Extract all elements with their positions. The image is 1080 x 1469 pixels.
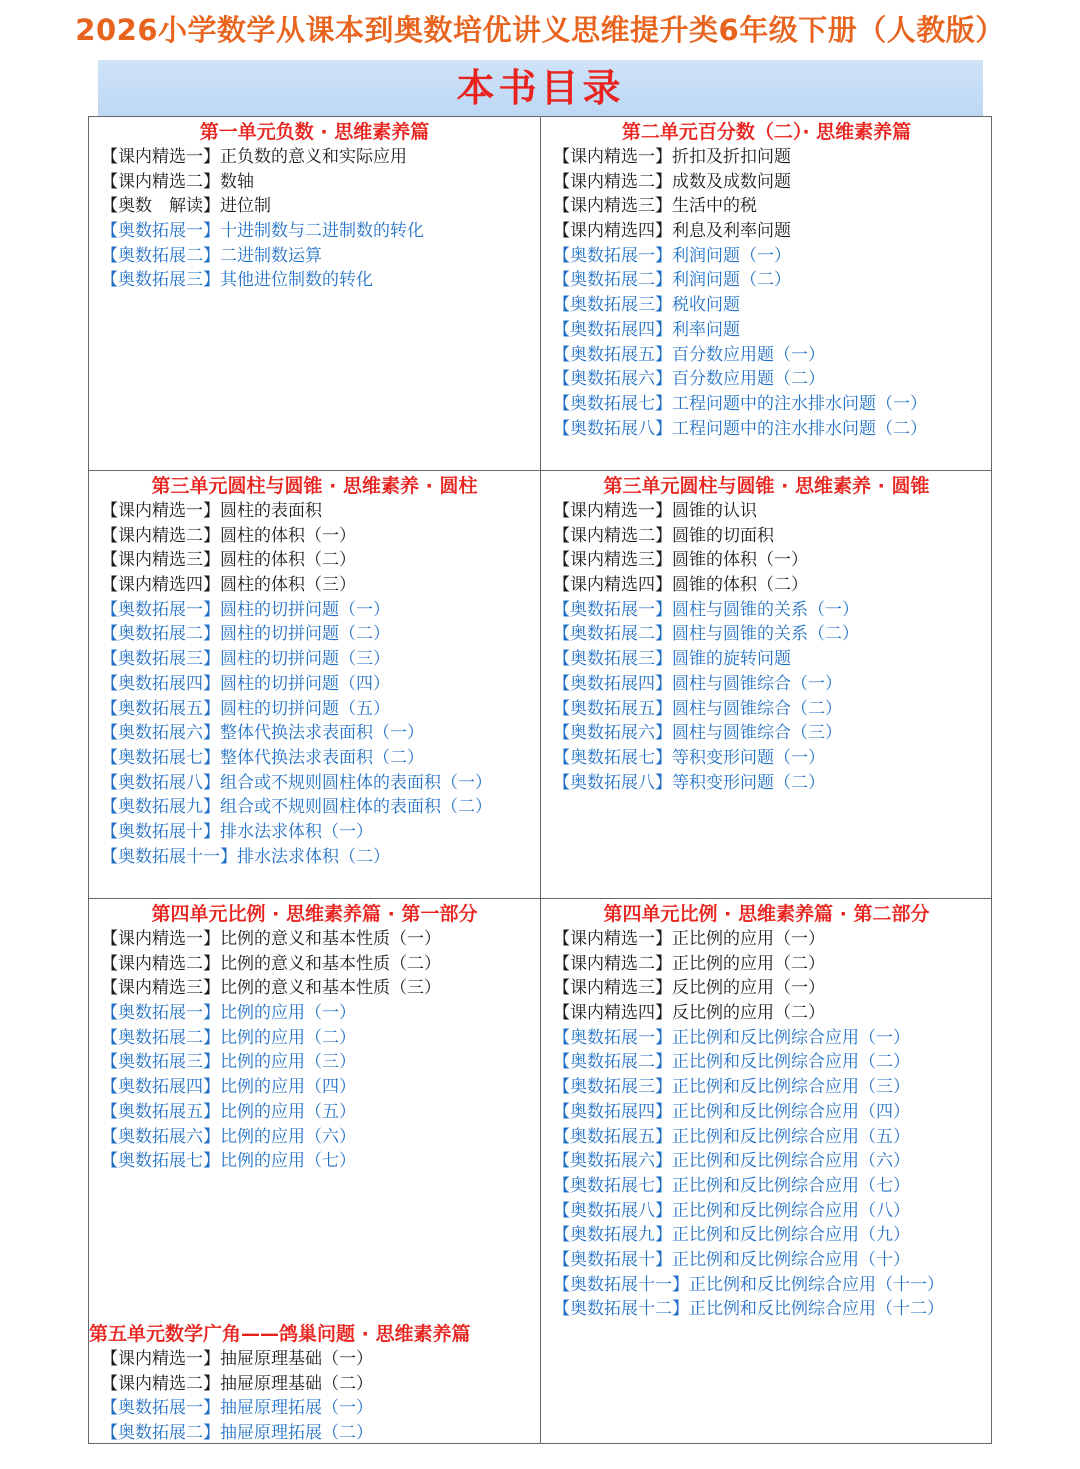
toc-entry-tag: 【奥数拓展三】: [553, 295, 672, 316]
toc-entry-text: 反比例的应用（二）: [672, 1003, 825, 1024]
toc-entry[interactable]: [89, 499, 540, 524]
toc-entry[interactable]: [541, 145, 992, 170]
toc-entry[interactable]: [89, 647, 540, 672]
toc-entry-tag: 【奥数拓展十一】: [553, 1274, 689, 1295]
row-divider: [89, 470, 991, 471]
toc-entry-text: 比例的意义和基本性质（三）: [220, 978, 441, 999]
toc-entry-text: 十进制数与二进制数的转化: [220, 221, 424, 242]
toc-entry[interactable]: [541, 417, 992, 442]
toc-entry[interactable]: [541, 343, 992, 368]
toc-entry-text: 比例的意义和基本性质（二）: [220, 953, 441, 974]
toc-entry-tag: 【课内精选一】: [553, 501, 672, 521]
toc-entry-tag: 【课内精选一】: [101, 147, 220, 167]
toc-entry[interactable]: [89, 1149, 540, 1174]
toc-entry-text: 比例的应用（四）: [220, 1077, 356, 1098]
toc-entry-tag: 【奥数拓展四】: [101, 1077, 220, 1098]
toc-entry[interactable]: [89, 170, 540, 195]
toc-entry-tag: 【奥数拓展二】: [101, 1027, 220, 1048]
toc-entry[interactable]: [541, 268, 992, 293]
toc-entry-text: 比例的应用（二）: [220, 1027, 356, 1048]
toc-entry-text: 正比例的应用（一）: [672, 929, 825, 949]
toc-entry-tag: 【奥数拓展五】: [553, 1126, 672, 1147]
toc-entry[interactable]: [89, 976, 540, 1001]
toc-entry[interactable]: [89, 1075, 540, 1100]
toc-entry[interactable]: [89, 771, 540, 796]
toc-entry-tag: 【奥数拓展三】: [553, 649, 672, 670]
toc-entry-text: 正比例和反比例综合应用（八）: [672, 1200, 910, 1221]
toc-entry-tag: 【奥数拓展七】: [101, 1151, 220, 1172]
toc-entry[interactable]: [541, 219, 992, 244]
toc-entry-text: 正比例和反比例综合应用（七）: [672, 1175, 910, 1196]
toc-entry-text: 正比例和反比例综合应用（九）: [672, 1225, 910, 1246]
toc-entry-tag: 【奥数拓展一】: [101, 1398, 220, 1419]
toc-entry-tag: 【课内精选三】: [101, 978, 220, 999]
toc-entry[interactable]: [541, 1001, 992, 1026]
toc-entry-text: 组合或不规则圆柱体的表面积（一）: [220, 772, 492, 793]
toc-entry-text: 圆柱与圆锥的关系（二）: [672, 624, 859, 645]
toc-entry[interactable]: [89, 1372, 540, 1397]
toc-entry-tag: 【奥数拓展十】: [553, 1249, 672, 1270]
toc-section-unit-1: [89, 119, 540, 293]
toc-entry-text: 比例的应用（五）: [220, 1101, 356, 1122]
toc-entry-text: 圆柱与圆锥综合（一）: [672, 673, 842, 694]
toc-entry-tag: 【奥数拓展十一】: [101, 846, 237, 867]
toc-entry-text: 正负数的意义和实际应用: [220, 147, 407, 167]
toc-entry[interactable]: [89, 820, 540, 845]
toc-entry-tag: 【课内精选四】: [101, 575, 220, 596]
toc-entry[interactable]: [89, 622, 540, 647]
toc-entry-text: 圆柱的体积（二）: [220, 550, 356, 571]
toc-grid: [88, 116, 992, 1444]
toc-entry-tag: 【奥数拓展六】: [101, 1126, 220, 1147]
toc-entry[interactable]: [541, 598, 992, 623]
toc-entry-text: 进位制: [220, 196, 271, 217]
toc-entry-text: 正比例和反比例综合应用（一）: [672, 1027, 910, 1048]
toc-entry[interactable]: [541, 293, 992, 318]
toc-entry-text: 圆锥的认识: [672, 501, 757, 521]
toc-entry[interactable]: [89, 1396, 540, 1421]
toc-entry-tag: 【课内精选三】: [101, 550, 220, 571]
toc-entry[interactable]: [89, 244, 540, 269]
toc-entry[interactable]: [89, 795, 540, 820]
toc-entry-tag: 【奥数拓展九】: [553, 1225, 672, 1246]
toc-entry-text: 生活中的税: [672, 196, 757, 217]
toc-entry[interactable]: [541, 927, 992, 952]
toc-entry[interactable]: [541, 194, 992, 219]
toc-entry[interactable]: [541, 1125, 992, 1150]
section-title: 第三单元圆柱与圆锥 · 思维素养 · 圆柱: [151, 475, 478, 497]
toc-entry[interactable]: [541, 771, 992, 796]
toc-entry-tag: 【课内精选一】: [101, 929, 220, 949]
toc-entry-text: 等积变形问题（二）: [672, 772, 825, 793]
toc-entry-tag: 【课内精选三】: [553, 196, 672, 217]
toc-entry[interactable]: [541, 1100, 992, 1125]
toc-entry-text: 反比例的应用（一）: [672, 978, 825, 999]
toc-entry[interactable]: [541, 746, 992, 771]
section-title: 第四单元比例 · 思维素养篇 · 第二部分: [603, 903, 930, 925]
toc-entry[interactable]: [541, 499, 992, 524]
toc-entry-tag: 【课内精选二】: [553, 171, 672, 192]
toc-entry-tag: 【奥数拓展一】: [101, 221, 220, 242]
toc-entry[interactable]: [541, 1050, 992, 1075]
toc-entry-tag: 【奥数拓展七】: [553, 1175, 672, 1196]
toc-entry-text: 抽屉原理基础（二）: [220, 1373, 373, 1394]
toc-entry-tag: 【课内精选三】: [553, 550, 672, 571]
toc-entry-tag: 【奥数拓展三】: [101, 1052, 220, 1073]
toc-entry-text: 抽屉原理拓展（一）: [220, 1398, 373, 1419]
toc-entry-text: 排水法求体积（一）: [220, 821, 373, 842]
toc-banner-title: 本书目录: [456, 66, 625, 110]
toc-entry-text: 圆柱的切拼问题（五）: [220, 698, 390, 719]
toc-entry-text: 税收问题: [672, 295, 740, 316]
toc-entry-text: 二进制数运算: [220, 245, 322, 266]
toc-entry[interactable]: [541, 367, 992, 392]
toc-entry-tag: 【奥数拓展四】: [553, 673, 672, 694]
toc-entry[interactable]: [89, 746, 540, 771]
toc-entry-tag: 【奥数拓展四】: [101, 673, 220, 694]
toc-entry-text: 比例的意义和基本性质（一）: [220, 929, 441, 949]
toc-entry-tag: 【奥数拓展六】: [101, 723, 220, 744]
toc-entry-tag: 【奥数拓展一】: [553, 245, 672, 266]
toc-entry-text: 利润问题（二）: [672, 270, 791, 291]
toc-entry-tag: 【课内精选四】: [553, 575, 672, 596]
section-title: 第一单元负数 · 思维素养篇: [199, 121, 430, 143]
toc-entry-tag: 【课内精选二】: [101, 953, 220, 974]
toc-entry[interactable]: [541, 1075, 992, 1100]
toc-section-unit-4-part-1: [89, 901, 540, 1174]
toc-entry-tag: 【奥数拓展二】: [101, 1423, 220, 1444]
toc-entry-text: 圆柱的切拼问题（二）: [220, 624, 390, 645]
toc-entry-tag: 【奥数拓展五】: [553, 698, 672, 719]
toc-entry-text: 利息及利率问题: [672, 221, 791, 242]
toc-entry[interactable]: [541, 721, 992, 746]
toc-entry-text: 比例的应用（六）: [220, 1126, 356, 1147]
toc-entry-tag: 【奥数拓展六】: [553, 369, 672, 390]
toc-entry[interactable]: [89, 1100, 540, 1125]
toc-entry-tag: 【课内精选二】: [553, 525, 672, 546]
toc-entry-tag: 【奥数拓展二】: [553, 624, 672, 645]
toc-entry-tag: 【奥数拓展一】: [101, 1003, 220, 1024]
toc-entry-tag: 【奥数拓展四】: [553, 319, 672, 340]
toc-entry[interactable]: [541, 1248, 992, 1273]
toc-entry[interactable]: [89, 672, 540, 697]
toc-entry[interactable]: [541, 1223, 992, 1248]
toc-entry-tag: 【课内精选一】: [101, 1349, 220, 1369]
toc-entry-text: 成数及成数问题: [672, 171, 791, 192]
toc-entry-text: 圆柱的切拼问题（三）: [220, 649, 390, 670]
toc-entry[interactable]: [89, 721, 540, 746]
toc-entry-text: 圆锥的切面积: [672, 525, 774, 546]
toc-entry-text: 圆柱的切拼问题（一）: [220, 599, 390, 620]
toc-entry[interactable]: [89, 145, 540, 170]
toc-entry[interactable]: [541, 573, 992, 598]
toc-section-unit-3-cone: [541, 473, 992, 795]
toc-entry-text: 圆锥的体积（一）: [672, 550, 808, 571]
toc-entry-tag: 【课内精选一】: [101, 501, 220, 521]
toc-entry-text: 数轴: [220, 171, 254, 192]
toc-entry-tag: 【奥数拓展一】: [553, 599, 672, 620]
toc-entry-text: 整体代换法求表面积（二）: [220, 747, 424, 768]
toc-entry-text: 圆柱的切拼问题（四）: [220, 673, 390, 694]
toc-entry-tag: 【奥数拓展五】: [101, 698, 220, 719]
toc-entry[interactable]: [89, 952, 540, 977]
toc-entry-text: 百分数应用题（一）: [672, 344, 825, 365]
toc-entry-text: 圆柱与圆锥的关系（一）: [672, 599, 859, 620]
toc-entry-text: 比例的应用（一）: [220, 1003, 356, 1024]
toc-entry-tag: 【奥数拓展二】: [101, 245, 220, 266]
toc-entry-tag: 【奥数拓展五】: [553, 344, 672, 365]
toc-entry-text: 圆柱与圆锥综合（二）: [672, 698, 842, 719]
toc-entry[interactable]: [541, 524, 992, 549]
toc-entry-text: 正比例的应用（二）: [672, 953, 825, 974]
toc-entry-tag: 【奥数拓展八】: [553, 772, 672, 793]
toc-entry-tag: 【课内精选一】: [553, 147, 672, 167]
toc-entry-tag: 【课内精选一】: [553, 929, 672, 949]
toc-section-unit-3-cylinder: [89, 473, 540, 869]
section-title: 第三单元圆柱与圆锥 · 思维素养 · 圆锥: [603, 475, 930, 497]
toc-section-unit-4-part-2: [541, 901, 992, 1322]
toc-entry-tag: 【奥数拓展三】: [101, 649, 220, 670]
toc-banner: [98, 60, 983, 116]
toc-entry[interactable]: [541, 548, 992, 573]
toc-entry-text: 圆柱的体积（一）: [220, 525, 356, 546]
toc-entry[interactable]: [541, 170, 992, 195]
toc-entry-text: 圆柱的表面积: [220, 501, 322, 521]
toc-entry[interactable]: [541, 1149, 992, 1174]
toc-entry-text: 利润问题（一）: [672, 245, 791, 266]
toc-entry-text: 正比例和反比例综合应用（五）: [672, 1126, 910, 1147]
toc-entry[interactable]: [89, 573, 540, 598]
toc-entry-text: 正比例和反比例综合应用（三）: [672, 1077, 910, 1098]
section-title: 第五单元数学广角——鸽巢问题 · 思维素养篇: [89, 1323, 471, 1345]
toc-entry-text: 圆锥的旋转问题: [672, 649, 791, 670]
toc-entry-tag: 【奥数拓展七】: [553, 393, 672, 414]
toc-entry-text: 正比例和反比例综合应用（六）: [672, 1151, 910, 1172]
toc-entry-text: 圆柱与圆锥综合（三）: [672, 723, 842, 744]
section-title: 第二单元百分数（二）· 思维素养篇: [621, 121, 912, 143]
toc-entry-tag: 【奥数拓展八】: [101, 772, 220, 793]
toc-entry[interactable]: [541, 1297, 992, 1322]
toc-entry[interactable]: [89, 1125, 540, 1150]
toc-entry-tag: 【奥数拓展九】: [101, 797, 220, 818]
toc-entry-tag: 【奥数拓展三】: [101, 270, 220, 291]
section-title: 第四单元比例 · 思维素养篇 · 第一部分: [151, 903, 478, 925]
toc-entry-tag: 【奥数拓展六】: [553, 723, 672, 744]
toc-entry-text: 正比例和反比例综合应用（四）: [672, 1101, 910, 1122]
toc-entry[interactable]: [541, 647, 992, 672]
toc-entry[interactable]: [541, 976, 992, 1001]
toc-entry-tag: 【课内精选四】: [553, 221, 672, 242]
toc-entry-tag: 【奥数拓展一】: [553, 1027, 672, 1048]
toc-entry-text: 排水法求体积（二）: [237, 846, 390, 867]
toc-entry-tag: 【奥数拓展二】: [553, 1052, 672, 1073]
toc-entry-tag: 【课内精选二】: [101, 171, 220, 192]
toc-entry-text: 工程问题中的注水排水问题（一）: [672, 393, 927, 414]
toc-entry-text: 工程问题中的注水排水问题（二）: [672, 418, 927, 439]
toc-entry-text: 正比例和反比例综合应用（十）: [672, 1249, 910, 1270]
toc-entry-tag: 【课内精选二】: [101, 525, 220, 546]
toc-entry[interactable]: [89, 194, 540, 219]
toc-entry[interactable]: [541, 1273, 992, 1298]
toc-entry[interactable]: [89, 1026, 540, 1051]
toc-entry[interactable]: [89, 548, 540, 573]
toc-entry-text: 组合或不规则圆柱体的表面积（二）: [220, 797, 492, 818]
toc-entry[interactable]: [89, 1421, 540, 1446]
row-divider: [89, 898, 991, 899]
toc-entry-tag: 【奥数拓展十二】: [553, 1299, 689, 1320]
toc-entry-tag: 【奥数拓展十】: [101, 821, 220, 842]
toc-entry[interactable]: [89, 697, 540, 722]
toc-entry-text: 圆柱的体积（三）: [220, 575, 356, 596]
toc-entry-tag: 【奥数拓展八】: [553, 418, 672, 439]
toc-entry-text: 正比例和反比例综合应用（十二）: [689, 1299, 944, 1320]
toc-entry-text: 正比例和反比例综合应用（十一）: [689, 1274, 944, 1295]
toc-entry[interactable]: [541, 1199, 992, 1224]
toc-entry-text: 整体代换法求表面积（一）: [220, 723, 424, 744]
toc-entry-text: 抽屉原理拓展（二）: [220, 1423, 373, 1444]
document-title: 2026小学数学从课本到奥数培优讲义思维提升类6年级下册（人教版）: [75, 13, 1005, 47]
toc-entry[interactable]: [541, 952, 992, 977]
toc-entry[interactable]: [541, 244, 992, 269]
toc-section-unit-5: [89, 1321, 540, 1446]
toc-entry[interactable]: [89, 845, 540, 870]
toc-entry-text: 抽屉原理基础（一）: [220, 1349, 373, 1369]
toc-entry-tag: 【课内精选二】: [101, 1373, 220, 1394]
toc-entry-tag: 【奥数拓展五】: [101, 1101, 220, 1122]
toc-entry-tag: 【奥数拓展一】: [101, 599, 220, 620]
toc-entry-text: 等积变形问题（一）: [672, 747, 825, 768]
toc-entry-tag: 【奥数拓展二】: [101, 624, 220, 645]
toc-entry-text: 百分数应用题（二）: [672, 369, 825, 390]
toc-entry-tag: 【课内精选二】: [553, 953, 672, 974]
toc-entry-text: 折扣及折扣问题: [672, 147, 791, 167]
toc-entry[interactable]: [89, 268, 540, 293]
toc-entry[interactable]: [89, 1050, 540, 1075]
toc-entry[interactable]: [541, 1174, 992, 1199]
toc-entry-tag: 【课内精选四】: [553, 1003, 672, 1024]
toc-entry-tag: 【奥数拓展七】: [101, 747, 220, 768]
toc-entry[interactable]: [89, 598, 540, 623]
toc-entry[interactable]: [541, 1026, 992, 1051]
toc-entry[interactable]: [541, 392, 992, 417]
toc-entry-tag: 【奥数拓展八】: [553, 1200, 672, 1221]
toc-entry[interactable]: [541, 318, 992, 343]
toc-entry-text: 其他进位制数的转化: [220, 270, 373, 291]
toc-entry-text: 正比例和反比例综合应用（二）: [672, 1052, 910, 1073]
toc-section-unit-2: [541, 119, 992, 441]
toc-entry[interactable]: [89, 219, 540, 244]
toc-entry-tag: 【奥数拓展七】: [553, 747, 672, 768]
toc-entry-text: 圆锥的体积（二）: [672, 575, 808, 596]
toc-entry-tag: 【奥数拓展四】: [553, 1101, 672, 1122]
toc-entry-tag: 【奥数拓展三】: [553, 1077, 672, 1098]
toc-entry[interactable]: [89, 1347, 540, 1372]
toc-entry-text: 利率问题: [672, 319, 740, 340]
toc-entry[interactable]: [89, 1001, 540, 1026]
toc-entry[interactable]: [541, 697, 992, 722]
toc-entry-tag: 【课内精选三】: [553, 978, 672, 999]
toc-entry-tag: 【奥数 解读】: [101, 196, 220, 217]
toc-entry[interactable]: [89, 927, 540, 952]
toc-entry[interactable]: [89, 524, 540, 549]
toc-entry-tag: 【奥数拓展六】: [553, 1151, 672, 1172]
toc-entry[interactable]: [541, 672, 992, 697]
toc-entry-text: 比例的应用（三）: [220, 1052, 356, 1073]
toc-entry[interactable]: [541, 622, 992, 647]
toc-entry-tag: 【奥数拓展二】: [553, 270, 672, 291]
toc-entry-text: 比例的应用（七）: [220, 1151, 356, 1172]
